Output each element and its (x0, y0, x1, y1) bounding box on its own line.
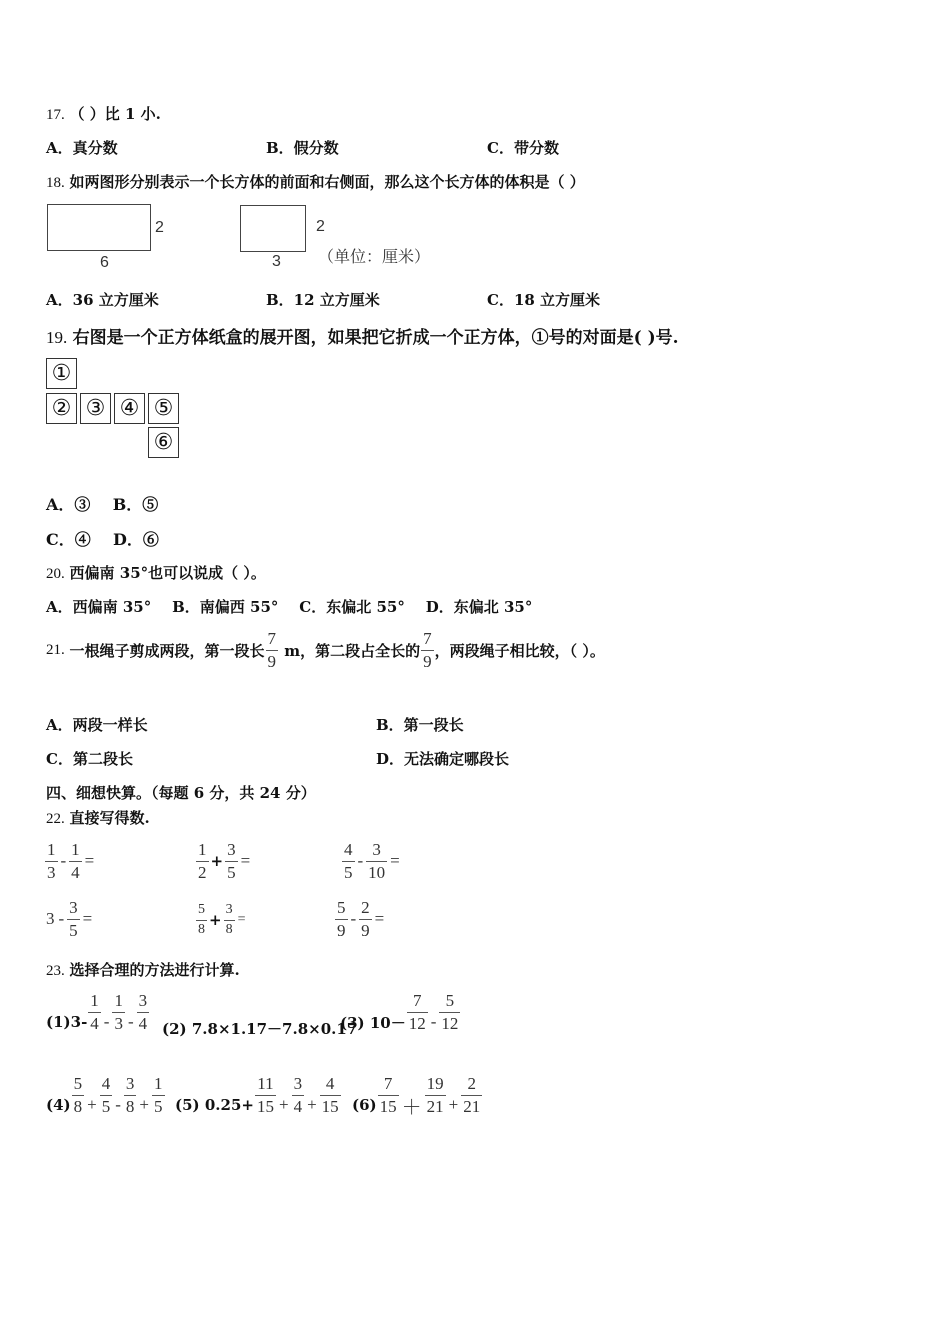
q21-option-b: B．第一段长 (376, 716, 464, 734)
side-width-label: 3 (272, 253, 281, 270)
net-face-1: ① (46, 358, 77, 389)
q18-option-c: C．18 立方厘米 (487, 291, 601, 309)
q20-stem: 20. 西偏南 35°也可以说成（ ）。 (46, 564, 266, 582)
q17-option-a: A．真分数 (46, 139, 118, 157)
q17-option-b: B．假分数 (266, 139, 339, 157)
q22-expression-1: $\frac{1}{3}$ - $\frac{1}{4}$ = (47, 840, 95, 882)
q22-expression-4: 3 - $\frac{3}{5}$ = (46, 898, 93, 940)
net-face-2: ② (46, 393, 77, 424)
net-face-3: ③ (80, 393, 111, 424)
q23-problem-5: (5) 0.25+ $\frac{11}{15}$ + $\frac{3}{4}$ + $\frac{4}{15}$ (175, 1074, 339, 1116)
q23-problem-3: (3) 10－ $\frac{7}{12}$ - $\frac{5}{12}$ (340, 991, 459, 1033)
net-face-4: ④ (114, 393, 145, 424)
q21-option-d: D．无法确定哪段长 (376, 750, 510, 768)
fraction: $\frac{7}{9}$ (267, 629, 277, 671)
net-face-5: ⑤ (148, 393, 179, 424)
q19-options-ab: A．③ B．⑤ (46, 495, 159, 514)
unit-label: （单位：厘米） (318, 249, 431, 266)
q22-expression-2: $\frac{1}{2}$ + $\frac{3}{5}$ = (198, 840, 251, 882)
q23-problem-2: (2) 7.8×1.17－7.8×0.17 (162, 1020, 358, 1038)
q18-stem: 18. 如两图形分别表示一个长方体的前面和右侧面，那么这个长方体的体积是（ ） (46, 173, 585, 191)
q22-expression-3: $\frac{4}{5}$ - $\frac{3}{10}$ = (344, 840, 400, 882)
q23-problem-6: (6) $\frac{7}{15}$ ＋ $\frac{19}{21}$ + $\frac{2}{21}$ (352, 1074, 481, 1119)
q18-option-a: A．36 立方厘米 (46, 291, 159, 309)
q23-problem-4: (4) $\frac{5}{8}$ + $\frac{4}{5}$ - $\frac{3}{8}$ + $\frac{1}{5}$ (46, 1074, 163, 1116)
q20-options: A．西偏南 35° B．南偏西 55° C．东偏北 55° D．东偏北 35° (46, 598, 533, 616)
q21-option-c: C．第二段长 (46, 750, 133, 768)
front-face-rectangle (47, 204, 151, 251)
q19-stem: 19. 右图是一个正方体纸盒的展开图，如果把它折成一个正方体，①号的对面是( )号. (46, 328, 679, 348)
net-face-6: ⑥ (148, 427, 179, 458)
side-height-label: 2 (316, 218, 325, 235)
side-face-rectangle (240, 205, 306, 252)
q22-stem: 22. 直接写得数. (46, 809, 150, 827)
q18-option-b: B．12 立方厘米 (266, 291, 380, 309)
q17-option-c: C．带分数 (487, 139, 559, 157)
section-heading: 四、细想快算。（每题 6 分，共 24 分） (46, 784, 316, 802)
front-height-label: 2 (155, 219, 164, 236)
fraction: $\frac{7}{9}$ (423, 629, 432, 671)
front-width-label: 6 (100, 254, 109, 271)
q22-expression-6: $\frac{5}{9}$ - $\frac{2}{9}$ = (337, 898, 385, 940)
q22-expression-5: $\frac{5}{8}$ + $\frac{3}{8}$ = (198, 902, 246, 937)
q21-stem: 21. 一根绳子剪成两段，第一段长 $\frac{7}{9}$ m，第二段占全长的 $\frac{7}{9}$ ，两段绳子相比较，（ ）。 (46, 629, 605, 671)
q21-option-a: A．两段一样长 (46, 716, 148, 734)
q23-problem-1: (1)3- $\frac{1}{4}$ - $\frac{1}{3}$ - $\frac{3}{4}$ (46, 991, 148, 1033)
q23-stem: 23. 选择合理的方法进行计算. (46, 961, 240, 979)
q17-stem: 17. （ ）比 1 小. (46, 105, 161, 123)
q19-options-cd: C．④ D．⑥ (46, 530, 159, 549)
